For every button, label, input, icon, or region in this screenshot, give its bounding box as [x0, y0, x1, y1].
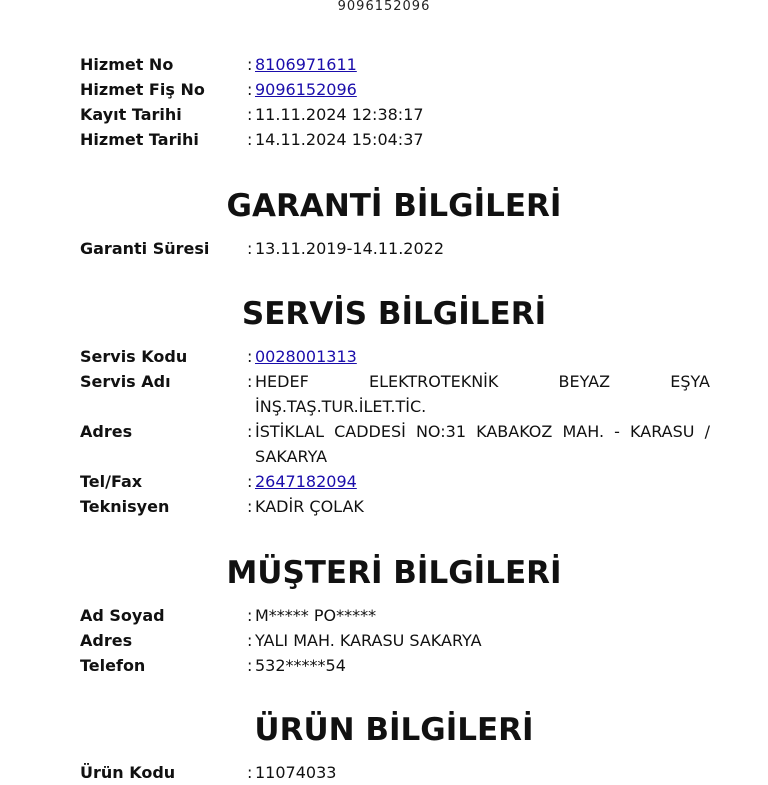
info-row: Servis Adı : HEDEF ELEKTROTEKNİK BEYAZ EŞYA İNŞ.TAŞ.TUR.İLET.TİC. — [80, 369, 710, 419]
info-row: Ürün Kodu : 11074033 — [80, 760, 710, 785]
info-row: Hizmet Tarihi : 14.11.2024 15:04:37 — [80, 127, 710, 152]
value: HEDEF ELEKTROTEKNİK BEYAZ EŞYA İNŞ.TAŞ.TUR.İLET.TİC. — [255, 372, 710, 416]
label: Ad Soyad — [80, 606, 165, 625]
label: Hizmet Fiş No — [80, 80, 205, 99]
label: Servis Kodu — [80, 347, 188, 366]
info-row: Hizmet No : 8106971611 — [80, 52, 710, 77]
info-row: Ad Soyad : M***** PO***** — [80, 603, 710, 628]
value: 11.11.2024 12:38:17 — [255, 105, 424, 124]
label: Hizmet No — [80, 55, 174, 74]
info-row: Tel/Fax : 2647182094 — [80, 469, 710, 494]
label: Tel/Fax — [80, 472, 143, 491]
value: 532*****54 — [255, 656, 346, 675]
urun-section — [80, 760, 710, 785]
label: Servis Adı — [80, 372, 171, 391]
value: 13.11.2019-14.11.2022 — [255, 239, 444, 258]
musteri-section — [80, 603, 710, 678]
servis-section — [80, 344, 710, 519]
info-row: Telefon : 532*****54 — [80, 653, 710, 678]
header-number: 9096152096 — [337, 0, 431, 14]
label: Ürün Kodu — [80, 763, 176, 782]
tel-fax-link[interactable]: 2647182094 — [255, 472, 357, 491]
label: Teknisyen — [80, 497, 170, 516]
label: Adres — [80, 631, 133, 650]
label: Telefon — [80, 656, 146, 675]
value: M***** PO***** — [255, 606, 377, 625]
info-row: Garanti Süresi : 13.11.2019-14.11.2022 — [80, 236, 710, 261]
info-row: Adres : İSTİKLAL CADDESİ NO:31 KABAKOZ MAH. - KARASU / SAKARYA — [80, 419, 710, 469]
value: YALI MAH. KARASU SAKARYA — [255, 631, 482, 650]
value: İSTİKLAL CADDESİ NO:31 KABAKOZ MAH. - KARASU / SAKARYA — [255, 422, 710, 466]
garanti-heading: GARANTİ BİLGİLERİ — [226, 188, 562, 224]
servis-heading: SERVİS BİLGİLERİ — [241, 296, 547, 332]
value: 14.11.2024 15:04:37 — [255, 130, 424, 149]
info-row: Teknisyen : KADİR ÇOLAK — [80, 494, 710, 519]
label: Garanti Süresi — [80, 239, 210, 258]
hizmet-fis-no-link[interactable]: 9096152096 — [255, 80, 357, 99]
servis-kodu-link[interactable]: 0028001313 — [255, 347, 357, 366]
urun-heading: ÜRÜN BİLGİLERİ — [254, 712, 534, 748]
info-row: Servis Kodu : 0028001313 — [80, 344, 710, 369]
value: 11074033 — [255, 763, 337, 782]
garanti-section — [80, 236, 710, 261]
info-row: Adres : YALI MAH. KARASU SAKARYA — [80, 628, 710, 653]
label: Kayıt Tarihi — [80, 105, 182, 124]
info-row: Kayıt Tarihi : 11.11.2024 12:38:17 — [80, 102, 710, 127]
info-row: Hizmet Fiş No : 9096152096 — [80, 77, 710, 102]
label: Adres — [80, 422, 133, 441]
hizmet-section — [80, 52, 710, 152]
hizmet-no-link[interactable]: 8106971611 — [255, 55, 357, 74]
value: KADİR ÇOLAK — [255, 497, 364, 516]
musteri-heading: MÜŞTERİ BİLGİLERİ — [226, 555, 562, 591]
label: Hizmet Tarihi — [80, 130, 199, 149]
